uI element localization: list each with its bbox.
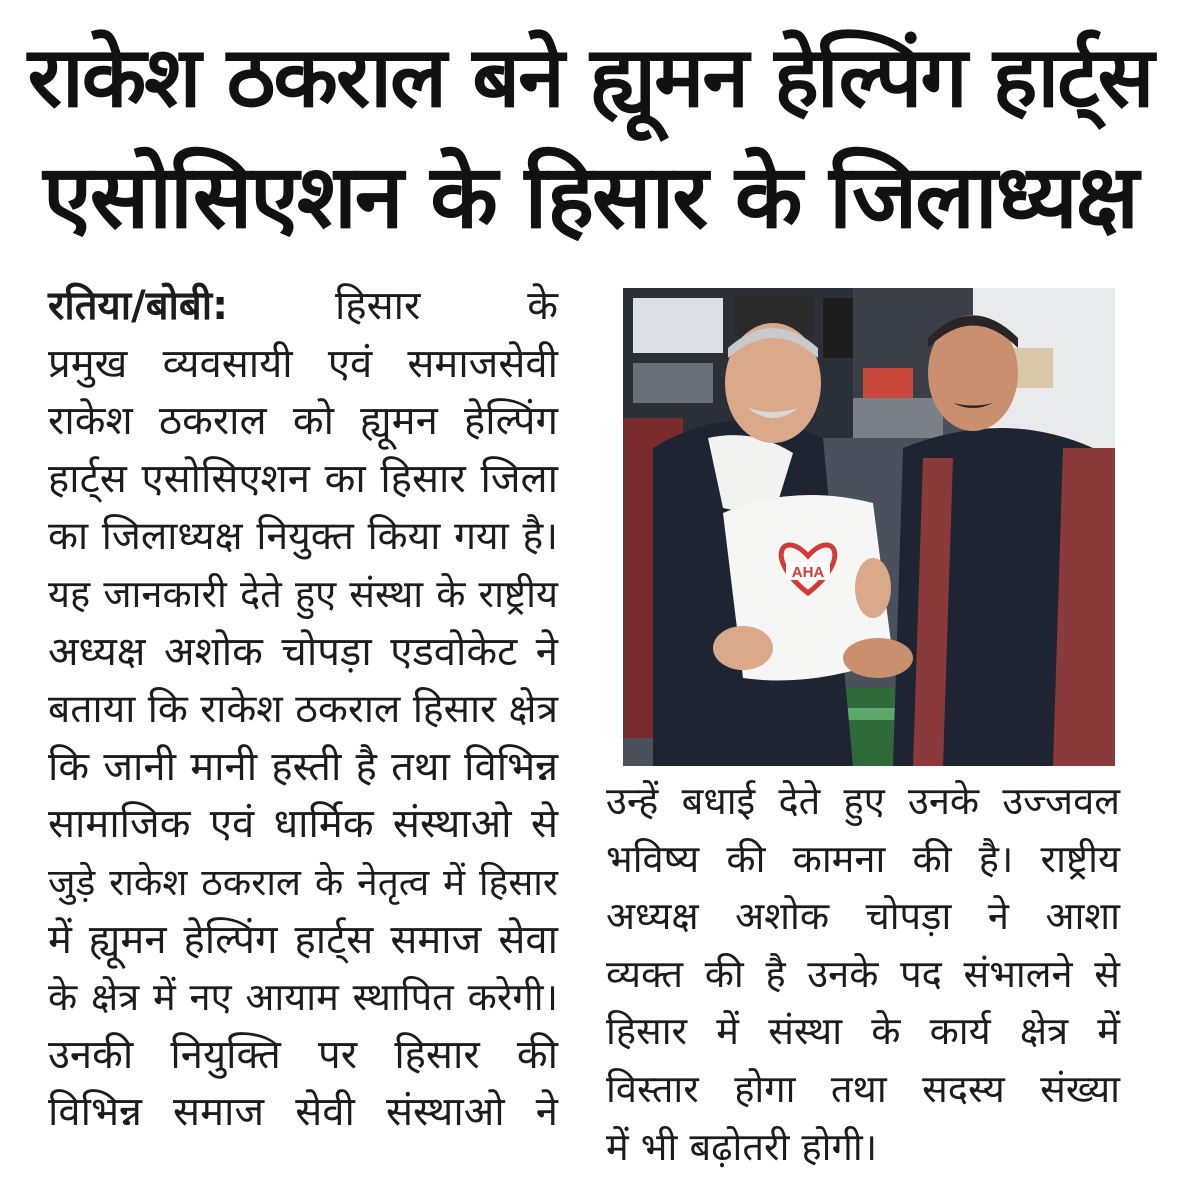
article-line: का जिलाध्यक्ष नियुक्त किया गया है। xyxy=(48,514,558,560)
article-line: कि जानी मानी हस्ती है तथा विभिन्न xyxy=(48,743,558,790)
article-line: हिसार में संस्था के कार्य क्षेत्र में xyxy=(606,1009,1120,1054)
headline-line-2: एसोसिएशन के हिसार के जिलाध्यक्ष xyxy=(43,145,1137,248)
article-line: जुड़े राकेश ठकराल के नेतृत्व में हिसार xyxy=(48,860,558,904)
article-line: अध्यक्ष अशोक चोपड़ा एडवोकेट ने xyxy=(48,628,558,675)
article-line: उनकी नियुक्ति पर हिसार की xyxy=(48,1031,558,1078)
article-line: विस्तार होगा तथा सदस्य संख्या xyxy=(606,1066,1120,1111)
article-left-column xyxy=(48,278,558,1142)
article-line: भविष्य की कामना की है। राष्ट्रीय xyxy=(606,836,1120,881)
article-line-last: में भी बढ़ोतरी होगी। xyxy=(606,1124,878,1169)
article-line-1 xyxy=(48,278,558,336)
headline-line-1: राकेश ठकराल बने ह्यूमन हेल्पिंग हार्ट्स xyxy=(27,28,1153,126)
article-line: हार्ट्स एसोसिएशन का हिसार जिला xyxy=(48,455,558,502)
article-line: राकेश ठकराल को ह्यूमन हेल्पिंग xyxy=(48,398,558,445)
dateline: रतिया/बोबी: xyxy=(48,283,229,329)
article-line: बताया कि राकेश ठकराल हिसार क्षेत्र xyxy=(48,687,558,733)
article-line: में ह्यूमन हेल्पिंग हार्ट्स समाज सेवा xyxy=(48,916,558,963)
article-line: व्यक्त की है उनके पद संभालने से xyxy=(606,951,1120,996)
article-line: प्रमुख व्यवसायी एवं समाजसेवी xyxy=(48,340,558,387)
bag-logo-text: AHA xyxy=(791,564,825,581)
article-line: सामाजिक एवं धार्मिक संस्थाओ से xyxy=(48,801,558,848)
article-text: हिसार के xyxy=(335,283,559,329)
photo-illustration xyxy=(623,288,1115,766)
article-line: विभिन्न समाज सेवी संस्थाओ ने xyxy=(48,1089,558,1136)
news-photo xyxy=(623,288,1115,766)
article-line: अध्यक्ष अशोक चोपड़ा ने आशा xyxy=(606,894,1120,939)
article-line: के क्षेत्र में नए आयाम स्थापित करेगी। xyxy=(48,975,558,1020)
article-line: उन्हें बधाई देते हुए उनके उज्जवल xyxy=(606,779,1120,823)
article-right-column xyxy=(606,773,1120,1176)
article-line: यह जानकारी देते हुए संस्था के राष्ट्रीय xyxy=(48,571,558,616)
